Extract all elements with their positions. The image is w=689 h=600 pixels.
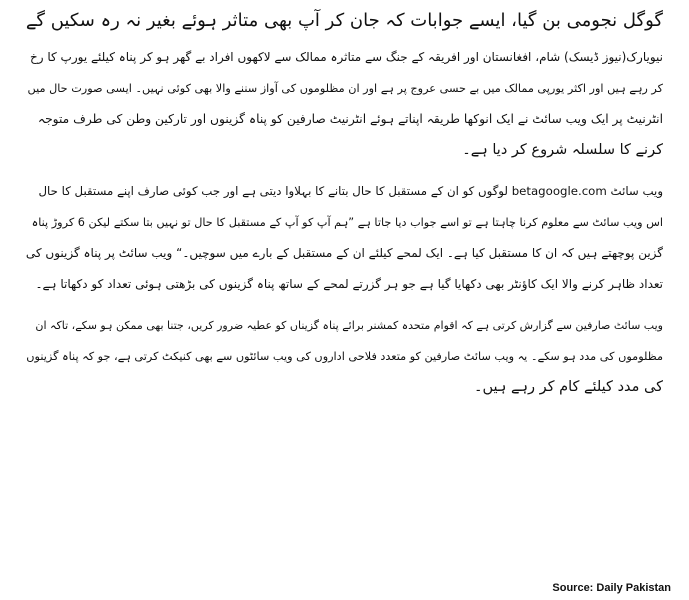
paragraph-line: کی مدد کیلئے کام کر رہے ہیں۔ (473, 379, 663, 395)
paragraph-line: گزین پوچھتے ہیں کہ ان کا مستقبل کیا ہے۔ ایک لمحے کیلئے ان کے مستقبل کے بارے میں سوچیں۔“ ویب سائٹ پر پناہ گزینوں کی (26, 246, 663, 260)
article-paragraph-1 (26, 42, 663, 166)
paragraph-line: اس ویب سائٹ سے معلوم کرنا چاہتا ہے تو اسے جواب دیا جاتا ہے ”ہم آپ کو آپ کے مستقبل کا حال تو نہیں بتا سکتے لیکن 6 کروڑ پناہ (31, 216, 663, 229)
article-headline: گوگل نجومی بن گیا، ایسے جوابات کہ جان کر آپ بھی متاثر ہوئے بغیر نہ رہ سکیں گے (25, 10, 663, 31)
paragraph-line: کرنے کا سلسلہ شروع کر دیا ہے۔ (462, 142, 663, 158)
paragraph-line: ویب سائٹ صارفین سے گزارش کرتی ہے کہ اقوام متحدہ کمشنر برائے پناہ گزیناں کو عطیہ ضرور کریں، جتنا بھی ممکن ہو سکے، تاکہ ان (35, 319, 663, 332)
paragraph-line: کر رہے ہیں اور اکثر یورپی ممالک میں بے حسی عروج پر ہے اور ان مظلوموں کی آواز سننے والا بھی کوئی نہیں۔ ایسی صورت حال میں (27, 82, 663, 95)
paragraph-line: ویب سائٹ betagoogle.com لوگوں کو ان کے مستقبل کا حال بتانے کا بہلاوا دیتی ہے اور جب کوئی صارف اپنے مستقبل کا حال (38, 184, 663, 198)
source-credit: Source: Daily Pakistan (552, 582, 671, 594)
paragraph-line: مظلوموں کی مدد ہو سکے۔ یہ ویب سائٹ صارفین کو متعدد فلاحی اداروں کی ویب سائٹوں سے بھی کنیکٹ کرتی ہے، جو کہ پناہ گزینوں (26, 350, 663, 363)
article-paragraph-2 (26, 176, 663, 300)
paragraph-line: انٹرنیٹ پر ایک ویب سائٹ نے ایک انوکھا طریقہ اپناتے ہوئے انٹرنیٹ صارفین کو پناہ گزینوں اور تارکین وطن کی طرف متوجہ (37, 112, 663, 126)
article-paragraph-3 (26, 310, 663, 403)
paragraph-line: نیویارک(نیوز ڈیسک) شام، افغانستان اور افریقہ کے جنگ سے متاثرہ ممالک سے لاکھوں افراد بے گھر ہو کر پناہ کیلئے یورپ کا رخ (29, 50, 663, 64)
paragraph-line: تعداد ظاہر کرنے والا ایک کاؤنٹر بھی دکھایا گیا ہے جو ہر گزرتے لمحے کے ساتھ پناہ گزینوں کی بڑھتی ہوئی تعداد کو دکھاتا ہے۔ (35, 277, 663, 291)
